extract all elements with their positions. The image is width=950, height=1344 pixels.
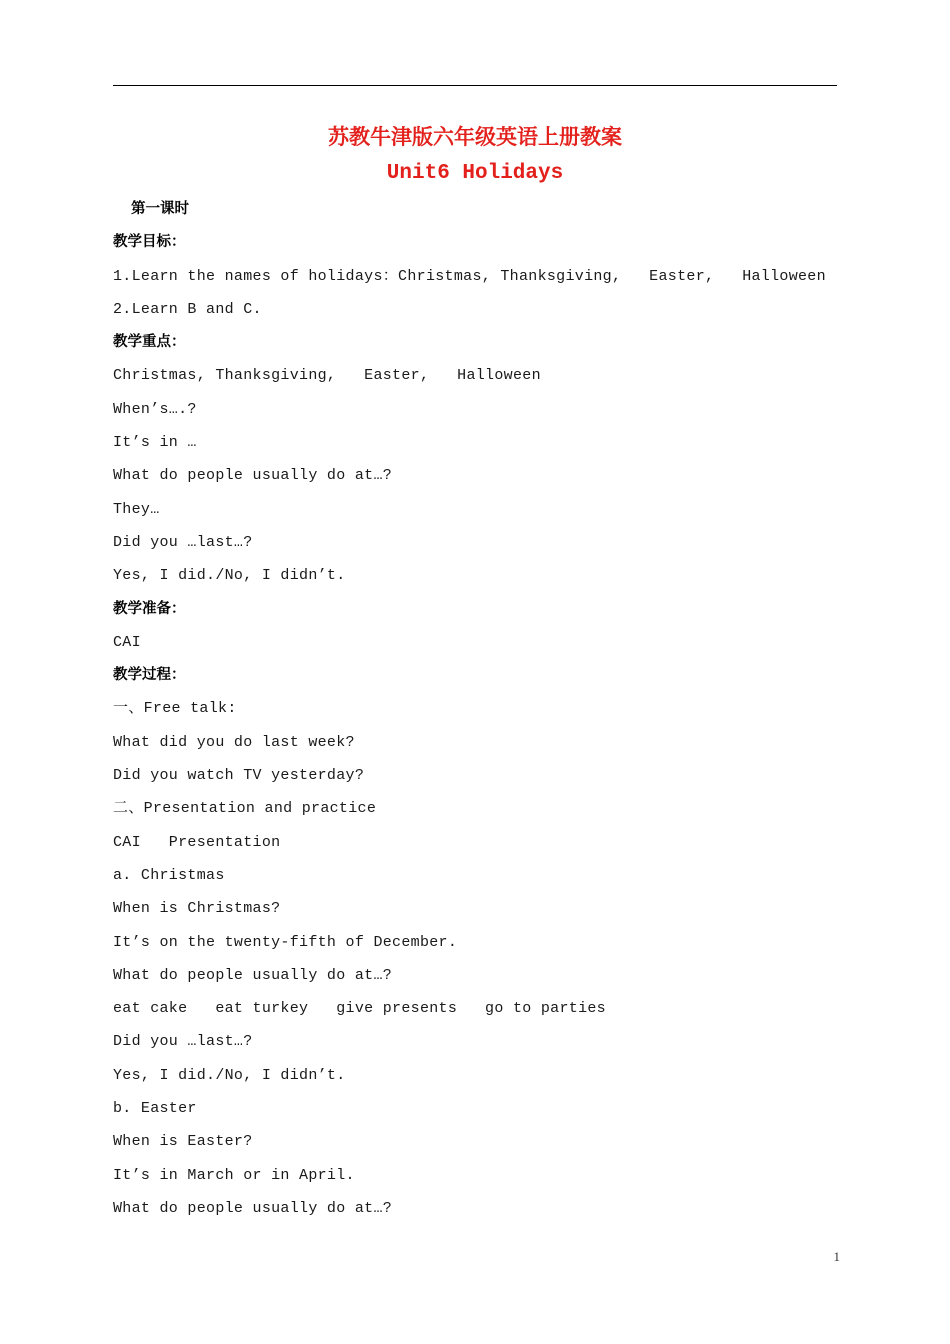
- section-heading: 教学重点：: [113, 334, 186, 351]
- section-heading: 教学准备：: [113, 600, 186, 617]
- text-line: What did you do last week?: [113, 733, 355, 751]
- text-line: What do people usually do at…?: [113, 966, 393, 984]
- text-line: CAI Presentation: [113, 833, 281, 851]
- text-line: Yes, I did./No, I didn’t.: [113, 1066, 346, 1084]
- text-line: When is Easter?: [113, 1133, 253, 1151]
- text-line: b. Easter: [113, 1100, 197, 1118]
- text-line: They…: [113, 500, 160, 518]
- text-line: a. Christmas: [113, 866, 225, 884]
- text-line: 二、Presentation and practice: [113, 800, 377, 818]
- text-line: It’s on the twenty-fifth of December.: [113, 933, 458, 951]
- text-line: Did you watch TV yesterday?: [113, 767, 365, 785]
- text-line: What do people usually do at…?: [113, 1199, 393, 1217]
- text-line: CAI: [113, 633, 141, 651]
- section-heading: 教学目标：: [113, 234, 186, 251]
- text-line: Yes, I did./No, I didn’t.: [113, 567, 346, 585]
- section-heading: 第一课时: [131, 201, 189, 217]
- text-line: When is Christmas?: [113, 900, 281, 918]
- text-line: 一、Free talk:: [113, 700, 237, 718]
- text-line: Christmas, Thanksgiving, Easter, Halloween: [113, 367, 541, 385]
- text-line: It’s in …: [113, 434, 197, 452]
- section-heading: 教学过程：: [113, 667, 186, 684]
- header-rule: [113, 85, 837, 86]
- text-line: Did you …last…?: [113, 1033, 253, 1051]
- text-line: Did you …last…?: [113, 533, 253, 551]
- text-line: What do people usually do at…?: [113, 467, 393, 485]
- document-title-english: Unit6 Holidays: [386, 162, 564, 185]
- text-line: eat cake eat turkey give presents go to parties: [113, 1000, 606, 1018]
- text-line: 2.Learn B and C.: [113, 300, 262, 318]
- text-line: It’s in March or in April.: [113, 1166, 355, 1184]
- text-line: 1.Learn the names of holidays：Christmas, Thanksgiving, Easter, Halloween: [113, 267, 826, 285]
- text-line: When’s….?: [113, 400, 197, 418]
- document-body: [113, 193, 843, 1225]
- document-title-chinese: 苏教牛津版六年级英语上册教案: [328, 124, 622, 149]
- page-number: 1: [833, 1249, 840, 1264]
